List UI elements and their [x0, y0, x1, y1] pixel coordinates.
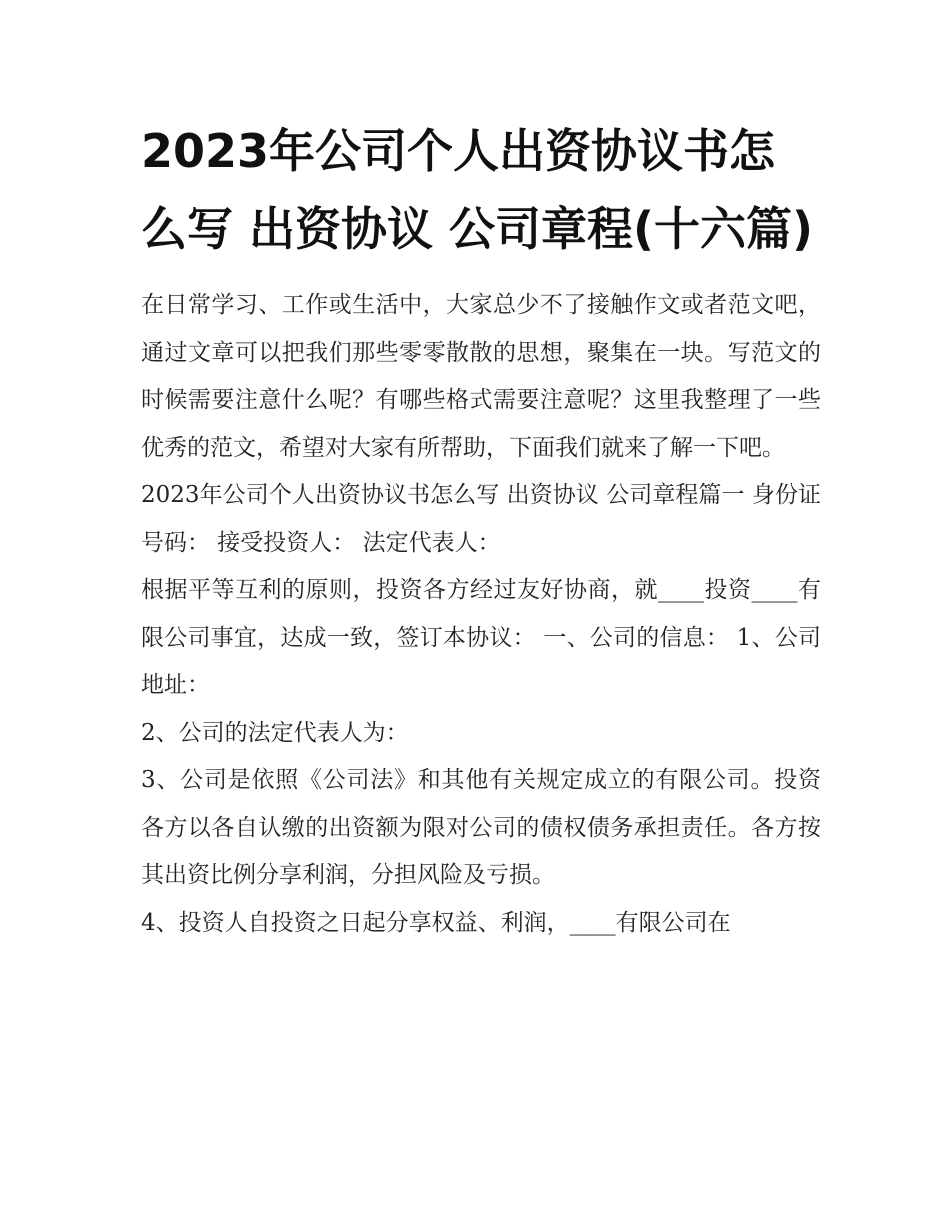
paragraph-section-one-heading: 2023年公司个人出资协议书怎么写 出资协议 公司章程篇一 身份证号码： 接受投资人： 法定代表人： [141, 482, 821, 556]
paragraph-item-3: 3、公司是依照《公司法》和其他有关规定成立的有限公司。投资各方以各自认缴的出资额为限对公司的债权债务承担责任。各方按其出资比例分享利润，分担风险及亏损。 [141, 767, 821, 888]
paragraph-item-2: 2、公司的法定代表人为： [141, 719, 409, 746]
paragraph-agreement-basis: 根据平等互利的原则，投资各方经过友好协商，就____投资____有限公司事宜，达成一致，签订本协议： 一、公司的信息： 1、公司地址： [141, 577, 821, 698]
paragraph-item-4: 4、投资人自投资之日起分享权益、利润，____有限公司在 [141, 909, 731, 936]
paragraph-intro: 在日常学习、工作或生活中，大家总少不了接触作文或者范文吧，通过文章可以把我们那些零零散散的思想，聚集在一块。写范文的时候需要注意什么呢？有哪些格式需要注意呢？这里我整理了一些优秀的范文，希望对大家有所帮助，下面我们就来了解一下吧。 [141, 292, 821, 461]
document-title: 2023年公司个人出资协议书怎么写 出资协议 公司章程(十六篇) [141, 124, 814, 256]
document-page [141, 112, 821, 947]
